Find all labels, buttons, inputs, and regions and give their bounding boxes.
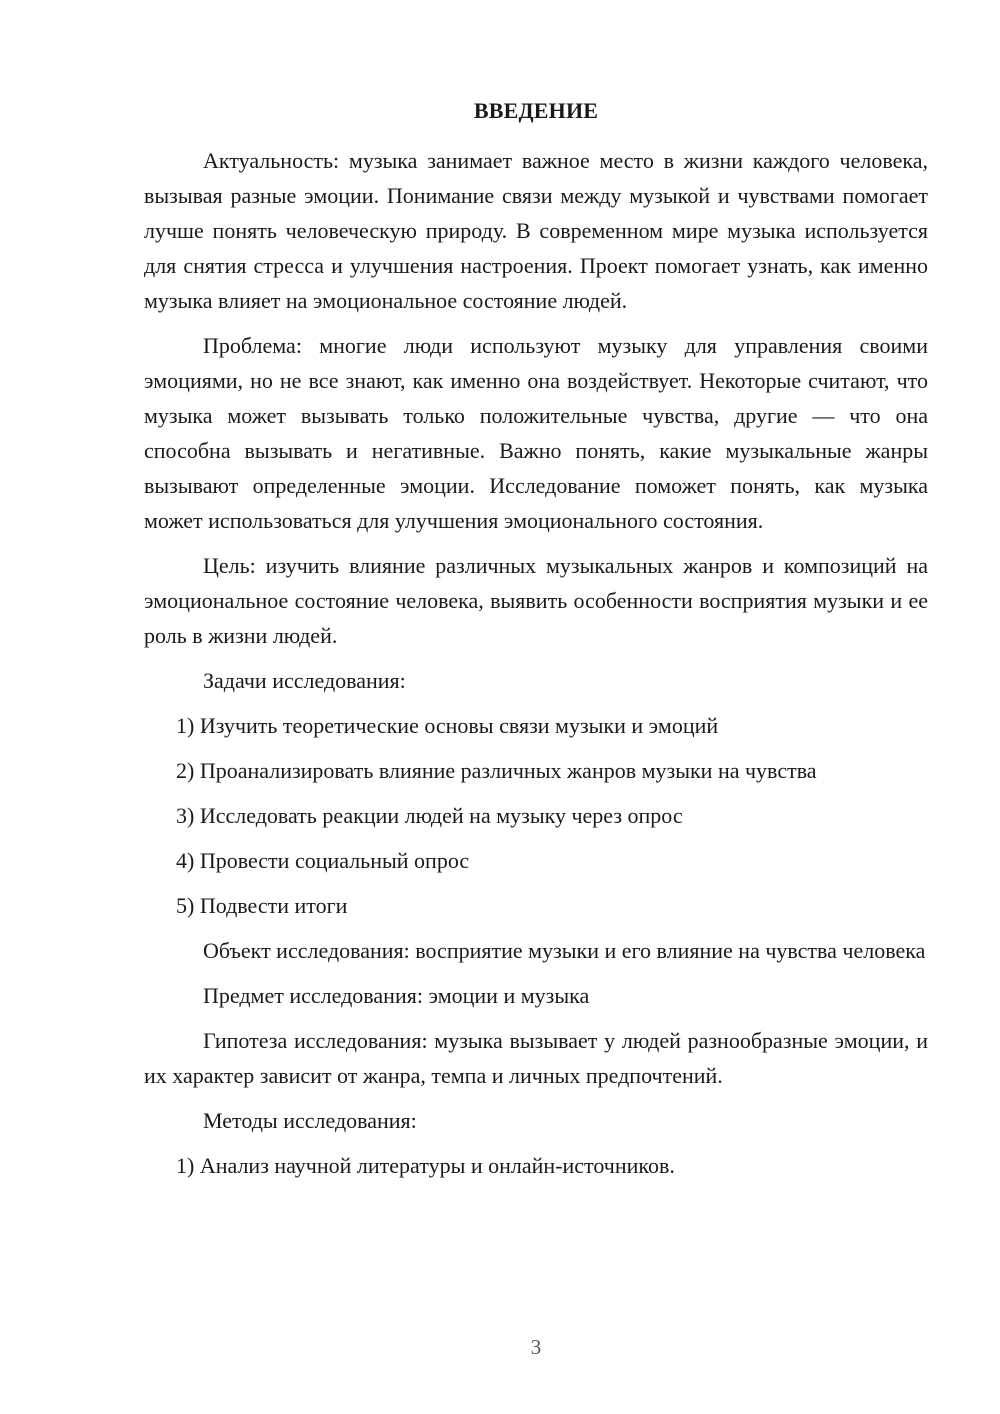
task-list-item: 1) Изучить теоретические основы связи музыки и эмоций [176,713,719,738]
goal-paragraph: Цель: изучить влияние различных музыкальных жанров и композиций на эмоциональное состояние человека, выявить особенности восприятия музыки и ее роль в жизни людей. [144,553,928,648]
object-paragraph: Объект исследования: восприятие музыки и его влияние на чувства человека [203,938,926,963]
task-list-item: 2) Проанализировать влияние различных жанров музыки на чувства [176,758,817,783]
problem-paragraph: Проблема: многие люди используют музыку для управления своими эмоциями, но не все знают, как именно она воздействует. Некоторые считают, что музыка может вызывать только положительные чувства, другие — что она способна вызывать и негативные. Важно понять, какие музыкальные жанры вызывают определенные эмоции. Исследование поможет понять, как музыка может использоваться для улучшения эмоционального состояния. [144,333,928,533]
document-body [144,143,928,1193]
tasks-title: Задачи исследования: [203,668,406,693]
method-list-item: 1) Анализ научной литературы и онлайн-источников. [176,1153,675,1178]
task-list-item: 5) Подвести итоги [176,893,348,918]
task-list-item: 4) Провести социальный опрос [176,848,470,873]
subject-paragraph: Предмет исследования: эмоции и музыка [203,983,590,1008]
page-number: 3 [530,1335,542,1359]
task-list-item: 3) Исследовать реакции людей на музыку через опрос [176,803,683,828]
relevance-paragraph: Актуальность: музыка занимает важное место в жизни каждого человека, вызывая разные эмоции. Понимание связи между музыкой и чувствами помогает лучше понять человеческую природу. В современном мире музыка используется для снятия стресса и улучшения настроения. Проект помогает узнать, как именно музыка влияет на эмоциональное состояние людей. [144,148,928,313]
section-heading: ВВЕДЕНИЕ [473,98,599,123]
hypothesis-paragraph: Гипотеза исследования: музыка вызывает у людей разнообразные эмоции, и их характер зависит от жанра, темпа и личных предпочтений. [144,1028,928,1088]
methods-title: Методы исследования: [203,1108,417,1133]
